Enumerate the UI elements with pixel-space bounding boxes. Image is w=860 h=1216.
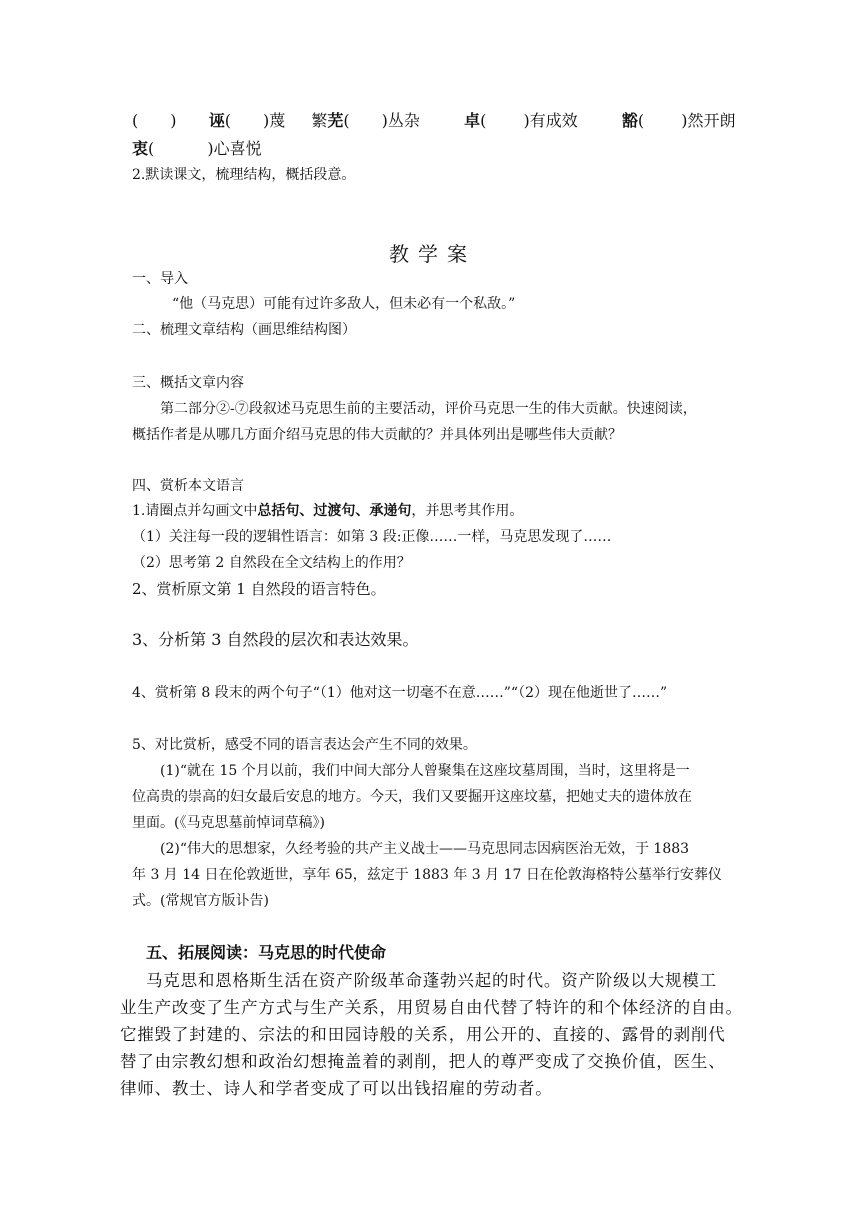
section-4-sub-1: （1）关注每一段的逻辑性语言：如第 3 段:正像……一样，马克思发现了…… bbox=[132, 529, 612, 545]
section-4-item-1 bbox=[132, 500, 523, 520]
vocab-char-zhuo: 卓 bbox=[464, 111, 481, 130]
quote-2-line-3: 式。(常规官方版讣告) bbox=[132, 893, 269, 909]
section-5-heading: 五、拓展阅读：马克思的时代使命 bbox=[146, 943, 387, 962]
section-5-line-5: 律师、教士、诗人和学者变成了可以出钱招雇的劳动者。 bbox=[120, 1079, 553, 1098]
vocab-blank-1: ( ) bbox=[132, 111, 177, 130]
vocab-row-2 bbox=[132, 136, 262, 159]
section-3-para-line-2: 概括作者是从哪几方面介绍马克思的伟大贡献的？并具体列出是哪些伟大贡献？ bbox=[132, 427, 622, 443]
item-1-bold-transition: 过渡句、 bbox=[313, 503, 370, 519]
section-3-para-line-1: 第二部分②-⑦段叙述马克思生前的主要活动，评价马克思一生的伟大贡献。快速阅读， bbox=[160, 401, 697, 417]
item-1-bold-summary: 总括句、 bbox=[257, 503, 314, 519]
item-1-text-end: ，并思考其作用。 bbox=[411, 503, 524, 519]
section-5-line-3: 它摧毁了封建的、宗法的和田园诗般的关系，用公开的、直接的、露骨的剥削代 bbox=[120, 1025, 726, 1044]
vocab-char-wu: 诬 bbox=[208, 111, 225, 130]
quote-1-line-1: (1)“就在 15 个月以前，我们中间大部分人曾聚集在这座坟墓周围，当时，这里将是一 bbox=[160, 763, 690, 779]
vocab-char-zhong: 衷 bbox=[132, 139, 149, 158]
vocab-row-1 bbox=[132, 108, 735, 131]
item-1-text: 1.请圈点并勾画文中 bbox=[132, 503, 258, 519]
section-4-sub-2: （2）思考第 2 自然段在全文结构上的作用？ bbox=[132, 555, 411, 571]
quote-1-line-2: 位高贵的崇高的妇女最后安息的地方。今天，我们又要掘开这座坟墓，把她丈夫的遗体放在 bbox=[132, 789, 692, 805]
section-5-line-1: 马克思和恩格斯生活在资产阶级革命蓬勃兴起的时代。资产阶级以大规模工 bbox=[146, 971, 717, 990]
section-2-heading: 二、梳理文章结构（画思维结构图） bbox=[132, 322, 356, 338]
vocab-word-fanwu: ( )丛杂 bbox=[343, 111, 420, 130]
vocab-char-huo: 豁 bbox=[621, 111, 638, 130]
section-4-item-2: 2、赏析原文第 1 自然段的语言特色。 bbox=[132, 580, 386, 598]
section-1-quote: “他（马克思）可能有过许多敌人，但未必有一个私敌。” bbox=[172, 296, 516, 312]
vocab-word-wumie: ( )蔑 bbox=[224, 111, 286, 130]
section-4-item-3: 3、分析第 3 自然段的层次和表达效果。 bbox=[132, 630, 419, 649]
page-title: 教学案 bbox=[389, 242, 476, 266]
vocab-word-zhongxin: ( )心喜悦 bbox=[148, 139, 262, 158]
section-4-item-5: 5、对比赏析，感受不同的语言表达会产生不同的效果。 bbox=[132, 737, 477, 753]
section-3-heading: 三、概括文章内容 bbox=[132, 375, 244, 391]
section-4-item-4: 4、赏析第 8 段末的两个句子“（1）他对这一切毫不在意……”“（2）现在他逝世了……” bbox=[132, 685, 668, 701]
vocab-char-wu2: 芜 bbox=[327, 111, 344, 130]
quote-2-line-1: (2)“伟大的思想家，久经考验的共产主义战士——马克思同志因病医治无效，于 1883 bbox=[160, 841, 690, 857]
quote-2-line-2: 年 3 月 14 日在伦敦逝世，享年 65，兹定于 1883 年 3 月 17 日在伦敦海格特公墓举行安葬仪 bbox=[132, 867, 722, 883]
section-5-line-4: 替了由宗教幻想和政治幻想掩盖着的剥削，把人的尊严变成了交换价值，医生、 bbox=[120, 1052, 726, 1071]
section-5-line-2: 业生产改变了生产方式与生产关系，用贸易自由代替了特许的和个体经济的自由。 bbox=[120, 998, 743, 1017]
section-4-heading: 四、赏析本文语言 bbox=[132, 478, 244, 494]
vocab-char-fan: 繁 bbox=[311, 111, 328, 130]
task-2: 2.默读课文，梳理结构，概括段意。 bbox=[132, 167, 356, 183]
section-1-heading: 一、导入 bbox=[132, 271, 188, 287]
vocab-word-huoran: ( )然开朗 bbox=[637, 111, 736, 130]
quote-1-line-3: 里面。(《马克思墓前悼词草稿》) bbox=[132, 815, 325, 831]
vocab-word-zhuoyou: ( )有成效 bbox=[480, 111, 578, 130]
item-1-bold-relay: 承递句 bbox=[369, 503, 412, 519]
